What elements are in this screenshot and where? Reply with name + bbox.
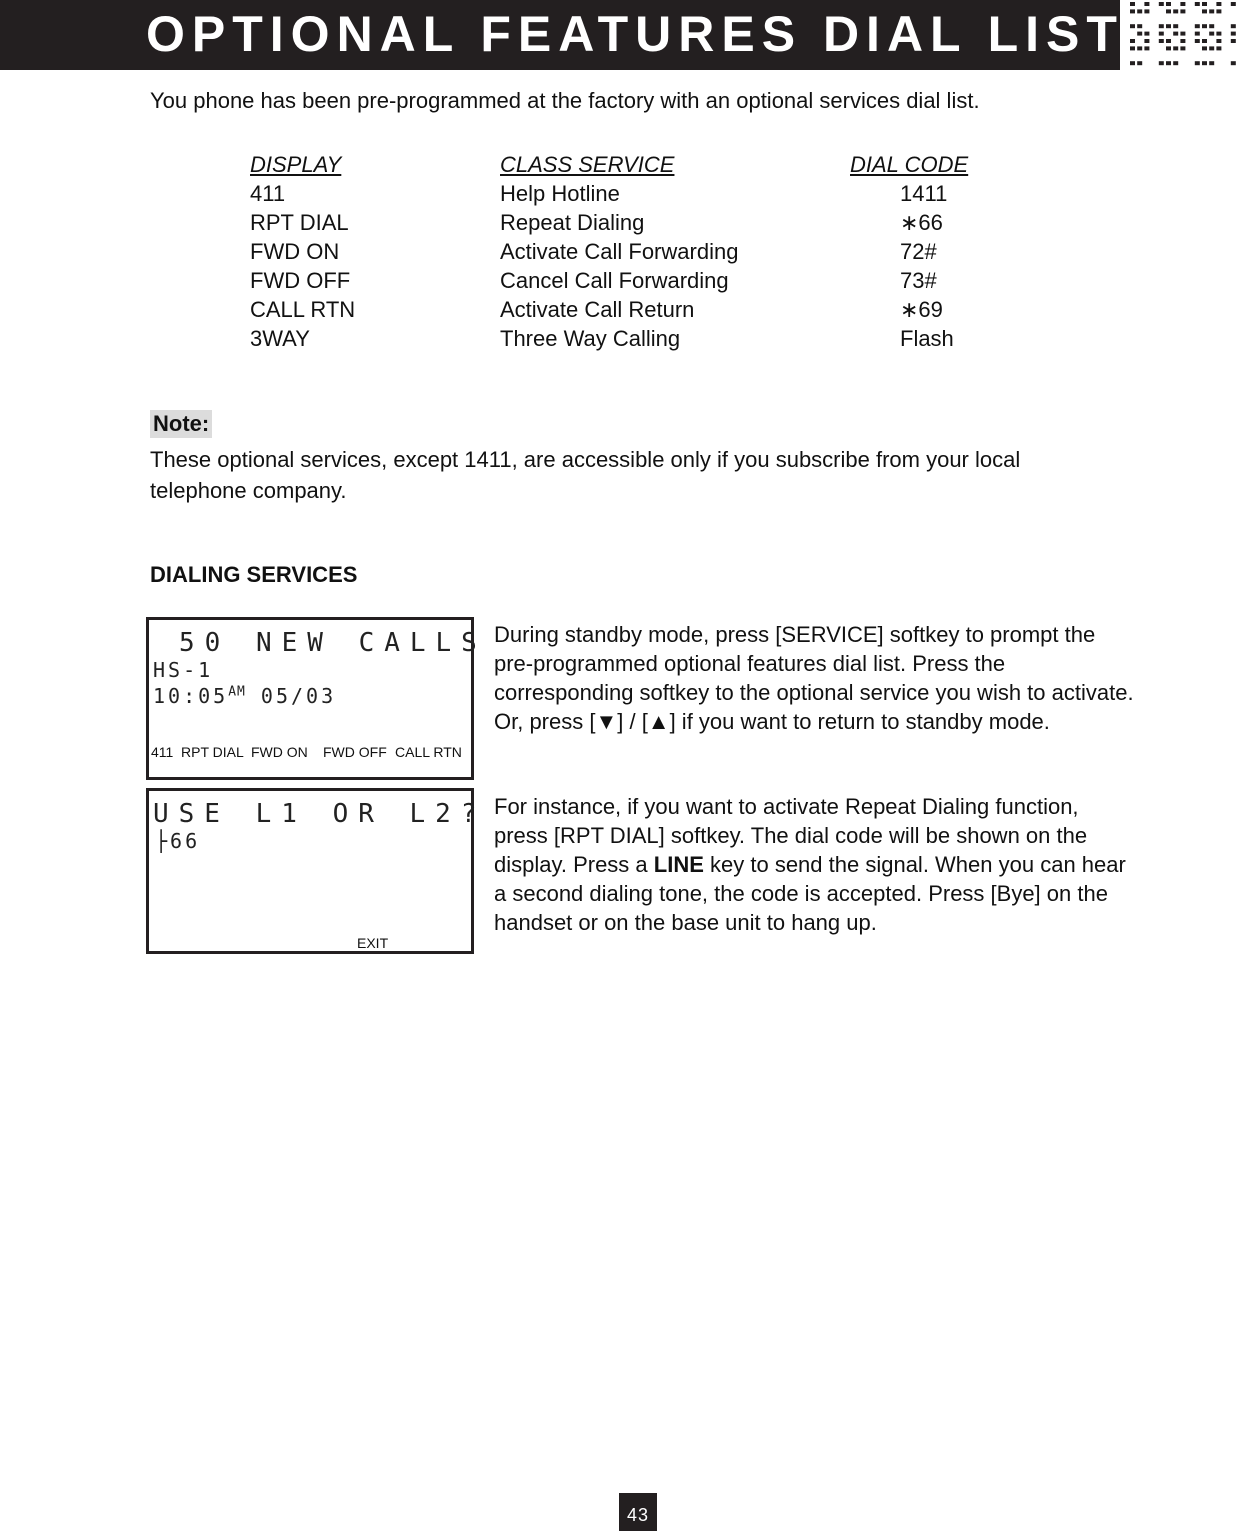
header-dial-code: DIAL CODE	[850, 152, 969, 177]
lcd-line-prompt: USE L1 OR L2?	[153, 799, 487, 829]
para2-text-after: key to send the signal. When you can hear a second dialing tone, the code is accepted. Press [Bye] on the handset or on the base unit to hang up.	[494, 852, 1126, 935]
lcd-time-date	[153, 684, 336, 708]
line-key-label: LINE	[653, 852, 704, 877]
softkey-rpt-dial[interactable]: RPT DIAL	[181, 744, 244, 760]
header-class-service: CLASS SERVICE	[500, 152, 675, 177]
header-display: DISPLAY	[250, 152, 342, 177]
cell-service: Cancel Call Forwarding	[500, 268, 729, 293]
para2-text-before: For instance, if you want to activate Repeat Dialing function, press [RPT DIAL] softkey. The dial code will be shown on the display. Press a	[494, 794, 1088, 877]
page-title: OPTIONAL FEATURES DIAL LIST	[146, 6, 1124, 62]
cell-code: 73#	[900, 268, 937, 293]
cell-service: Three Way Calling	[500, 326, 681, 351]
cell-display: 3WAY	[250, 326, 310, 351]
softkey-call-rtn[interactable]: CALL RTN	[395, 744, 462, 760]
lcd-screen-standby	[146, 617, 487, 780]
lcd-ampm: AM	[228, 684, 246, 700]
decorative-pattern-icon	[1128, 0, 1240, 70]
softkey-exit[interactable]: EXIT	[357, 935, 389, 951]
lcd-new-calls: 50 NEW CALLS	[179, 628, 487, 658]
cell-code: ∗66	[900, 210, 943, 235]
cell-display: FWD ON	[250, 239, 340, 264]
softkey-411[interactable]: 411	[151, 744, 174, 760]
note-text: These optional services, except 1411, are accessible only if you subscribe from your local telephone company.	[150, 447, 1021, 503]
instruction-paragraph-2	[494, 792, 1134, 937]
cell-display: CALL RTN	[250, 297, 356, 322]
section-title: DIALING SERVICES	[150, 562, 358, 587]
lcd-time: 10:05	[153, 684, 229, 708]
cell-display: RPT DIAL	[250, 210, 349, 235]
lcd-dial-code: ├66	[155, 829, 201, 853]
cell-display: FWD OFF	[250, 268, 351, 293]
page-number: 43	[619, 1493, 657, 1531]
note-label: Note:	[150, 410, 212, 438]
cell-service: Help Hotline	[500, 181, 620, 206]
cell-code: ∗69	[900, 297, 943, 322]
softkey-fwd-off[interactable]: FWD OFF	[323, 744, 387, 760]
lcd-handset-id: HS-1	[153, 658, 214, 682]
cell-code: 1411	[900, 181, 948, 206]
lcd-screen-line-select	[146, 788, 487, 954]
cell-display: 411	[250, 181, 286, 206]
cell-service: Activate Call Return	[500, 297, 695, 322]
cell-service: Activate Call Forwarding	[500, 239, 739, 264]
instruction-paragraph-1: During standby mode, press [SERVICE] softkey to prompt the pre-programmed optional features dial list. Press the corresponding softkey to the optional service you wish to activate. Or, press [▼] / [▲] if you want to return to standby mode.	[494, 622, 1134, 734]
cell-code: Flash	[900, 326, 954, 351]
header-bar	[0, 0, 1124, 70]
intro-text: You phone has been pre-programmed at the factory with an optional services dial list.	[150, 88, 980, 113]
softkey-fwd-on[interactable]: FWD ON	[251, 744, 308, 760]
cell-service: Repeat Dialing	[500, 210, 645, 235]
cell-code: 72#	[900, 239, 937, 264]
lcd-date: 05/03	[260, 684, 337, 708]
